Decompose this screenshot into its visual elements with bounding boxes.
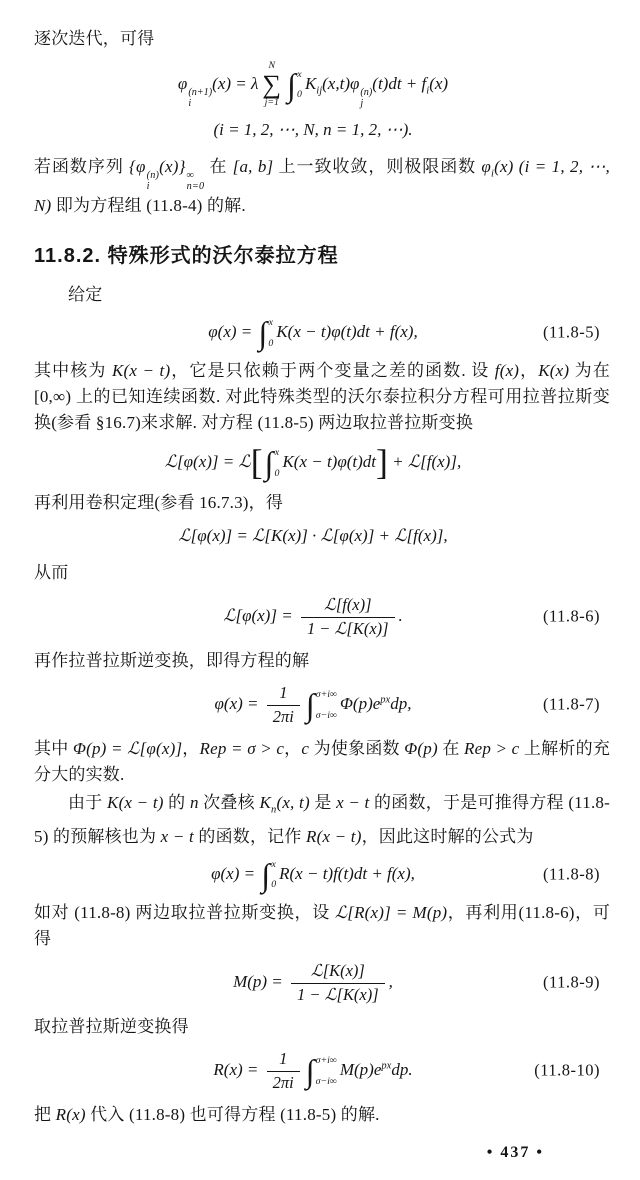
fraction: $\frac{1}{2\pi i}$ (267, 683, 300, 727)
math-run: M(p) = (233, 972, 288, 992)
math-run: Rep > c (464, 739, 520, 759)
math-run: ℒ[φ(x)] = ℒ[K(x)] · ℒ[φ(x)] + ℒ[f(x)], (178, 526, 448, 546)
math-run: Φ(p) (339, 694, 373, 714)
equation-number: (11.8-7) (543, 694, 600, 714)
fraction: $\frac{\text{ℒ[f(x)]}}{\text{1 − ℒ[K(x)]}}$ (301, 595, 395, 639)
display-equation (34, 442, 592, 483)
equation-body (213, 120, 412, 139)
text-run: ， (284, 739, 302, 759)
equation-body (208, 315, 418, 352)
text-run: 由于 (68, 793, 108, 813)
text-run: 上解析的充分大的实数. (34, 739, 611, 785)
summation-sign: N ∑ j=1 (262, 60, 282, 109)
text-run: 代入 (11.8-8) 也可得方程 (11.8-5) 的解. (85, 1105, 380, 1125)
display-equation (34, 856, 600, 893)
text-run: 其中 (34, 739, 73, 759)
math-run: K(x − t)φ(t)dt (282, 452, 377, 472)
fraction: $\frac{\text{ℒ[K(x)]}}{\text{1 − ℒ[K(x)]}}$ (291, 961, 385, 1005)
text-run: 再作拉普拉斯逆变换，即得方程的解 (34, 651, 310, 671)
big-bracket: ] (376, 442, 388, 483)
math-run: R(x) (55, 1105, 86, 1125)
paragraph (34, 282, 610, 308)
math-run: M(p) (339, 1060, 374, 1080)
math-symbol: ∞ n=0 (186, 169, 205, 193)
display-equation (34, 683, 600, 727)
math-run: φ(x) = (208, 322, 257, 342)
equation-number: (11.8-6) (543, 606, 600, 626)
math-run: ℒ[φ(x)] = (223, 606, 297, 626)
text-run: 逐次迭代，可得 (34, 29, 155, 48)
math-symbol: φ (n+1) i (177, 73, 213, 110)
paragraph (34, 900, 610, 952)
text-run: 再利用卷积定理(参看 16.7.3)，得 (34, 493, 284, 513)
math-run: ℒ[φ(x)] = ℒ (164, 452, 251, 472)
math-run: φ(x) = (214, 694, 263, 714)
math-run: dp, (390, 694, 412, 714)
equation-body (214, 683, 412, 726)
integral-sign: ∫ x 0 (264, 445, 280, 482)
display-equation (34, 595, 600, 639)
text-run: 在 (204, 156, 233, 176)
paragraph (34, 736, 610, 788)
text-run: 取拉普拉斯逆变换得 (34, 1017, 189, 1037)
paragraph (34, 790, 610, 849)
math-run: dp. (391, 1060, 413, 1080)
paragraph (34, 560, 610, 586)
text-run: 的函数，于是可推得方程 (11.8-5) 的预解核也为 (34, 793, 610, 846)
page-content (34, 24, 610, 1130)
equation-body (178, 526, 447, 545)
math-run: K(x − t) (107, 793, 164, 813)
text-run: 把 (34, 1105, 56, 1125)
math-run: (x)} (159, 156, 186, 176)
math-symbol: $K_n$ (259, 793, 277, 816)
equation-number: (11.8-9) (543, 972, 600, 992)
page-number: • 437 • (486, 1144, 544, 1162)
display-equation (34, 119, 592, 145)
equation-body (213, 1049, 413, 1092)
big-bracket: [ (250, 442, 263, 483)
math-run: R(x) = (213, 1060, 263, 1080)
text-run: 给定 (68, 285, 103, 305)
math-run: { (129, 156, 137, 176)
math-run: (x,t) (322, 73, 350, 93)
math-run: (x) (i = 1, 2, ⋯, N) (34, 156, 611, 216)
text-run: 是 (309, 793, 337, 813)
text-run: 的 (163, 793, 190, 813)
math-run: (x) = λ (212, 73, 259, 93)
equation-number: (11.8-10) (534, 1061, 600, 1081)
integral-sign: ∫ x 0 (258, 315, 274, 352)
math-symbol: φ (n) j (349, 73, 373, 110)
math-run: , (388, 972, 393, 992)
equation-body (223, 595, 403, 638)
math-run: Φ(p) = ℒ[φ(x)] (72, 739, 183, 759)
math-symbol: $\varphi_i$ (481, 156, 495, 180)
math-run: c (301, 739, 310, 759)
text-run: 如对 (11.8-8) 两边取拉普拉斯变换，设 (34, 903, 335, 923)
text-run: 上一致收敛，则极限函数 (273, 156, 482, 176)
text-run: 其中核为 (34, 361, 112, 381)
paragraph (34, 490, 610, 516)
math-run: Rep = σ > c (199, 739, 285, 759)
text-run: ， (182, 739, 200, 759)
math-run: K(x) (538, 361, 570, 381)
equation-number: (11.8-5) (543, 322, 600, 342)
math-run: [a, b] (232, 156, 274, 176)
math-run: . (398, 606, 403, 626)
text-run: 为使象函数 (309, 739, 405, 759)
integral-sign: ∫ x 0 (261, 856, 277, 893)
math-run: (x, t) (276, 793, 310, 813)
text-run: 次叠核 (198, 793, 260, 813)
equation-number: (11.8-8) (543, 864, 600, 884)
math-symbol: $f_i$ (421, 73, 430, 97)
math-run: (x) (429, 73, 449, 93)
text-run: 为在 [0,∞) 上的已知连续函数. 对此特殊类型的沃尔泰拉积分方程可用拉普拉斯变换(参看 §16.7)来求解. 对方程 (11.8-5) 两边取拉普拉斯变换 (34, 361, 611, 433)
text-run: ，因此这时解的公式为 (361, 826, 534, 846)
integral-sign: ∫ σ+i∞ σ−i∞ (305, 1053, 337, 1090)
paragraph (34, 358, 610, 436)
equation-body (177, 60, 449, 110)
math-run: Φ(p) (404, 739, 438, 759)
equation-body (233, 961, 393, 1004)
display-equation (34, 61, 592, 110)
math-symbol: φ (n) i (136, 156, 160, 193)
math-run: R(x − t)f(t)dt + f(x), (279, 863, 415, 883)
paragraph (34, 154, 610, 219)
text-run: 在 (437, 739, 465, 759)
equation-body (164, 442, 462, 483)
text-run: ，再利用(11.8-6)，可得 (34, 903, 611, 949)
equation-body (211, 856, 415, 893)
math-symbol: $e^{px}$ (372, 694, 391, 714)
math-run: K(x − t)φ(t)dt + f(x), (276, 322, 418, 342)
display-equation (34, 1049, 600, 1093)
math-run: (t)dt + (372, 73, 422, 93)
section-heading: 11.8.2. 特殊形式的沃尔泰拉方程 (34, 245, 339, 268)
text-run: ，它是只依赖于两个变量之差的函数. 设 (170, 361, 495, 381)
math-symbol: $K_{ij}$ (304, 73, 323, 97)
paragraph (34, 648, 610, 674)
math-run: + ℒ[f(x)], (387, 452, 462, 472)
text-run: 若函数序列 (34, 156, 130, 176)
text-run: 的函数，记作 (193, 826, 307, 846)
display-equation (34, 525, 592, 551)
math-run: n (189, 793, 199, 813)
math-run: φ(x) = (211, 863, 260, 883)
math-run: (i = 1, 2, ⋯, N, n = 1, 2, ⋯). (213, 119, 413, 139)
fraction: $\frac{1}{2\pi i}$ (267, 1049, 300, 1093)
text-run: 从而 (34, 563, 69, 583)
math-symbol: $e^{px}$ (373, 1060, 392, 1080)
paragraph (34, 26, 610, 52)
display-equation (34, 315, 600, 352)
math-run: K(x − t) (111, 361, 171, 381)
integral-sign: ∫ x 0 (287, 66, 302, 103)
math-run: x − t (336, 793, 370, 813)
display-equation (34, 961, 600, 1005)
text-run: ， (519, 361, 539, 381)
math-run: f(x) (494, 361, 520, 381)
text-run: 即为方程组 (11.8-4) 的解. (51, 196, 246, 216)
math-run: x − t (160, 826, 194, 846)
math-run: R(x − t) (306, 826, 362, 846)
math-run: ℒ[R(x)] = M(p) (334, 903, 448, 923)
integral-sign: ∫ σ+i∞ σ−i∞ (305, 687, 337, 724)
paragraph (34, 1102, 610, 1128)
paragraph (34, 1014, 610, 1040)
